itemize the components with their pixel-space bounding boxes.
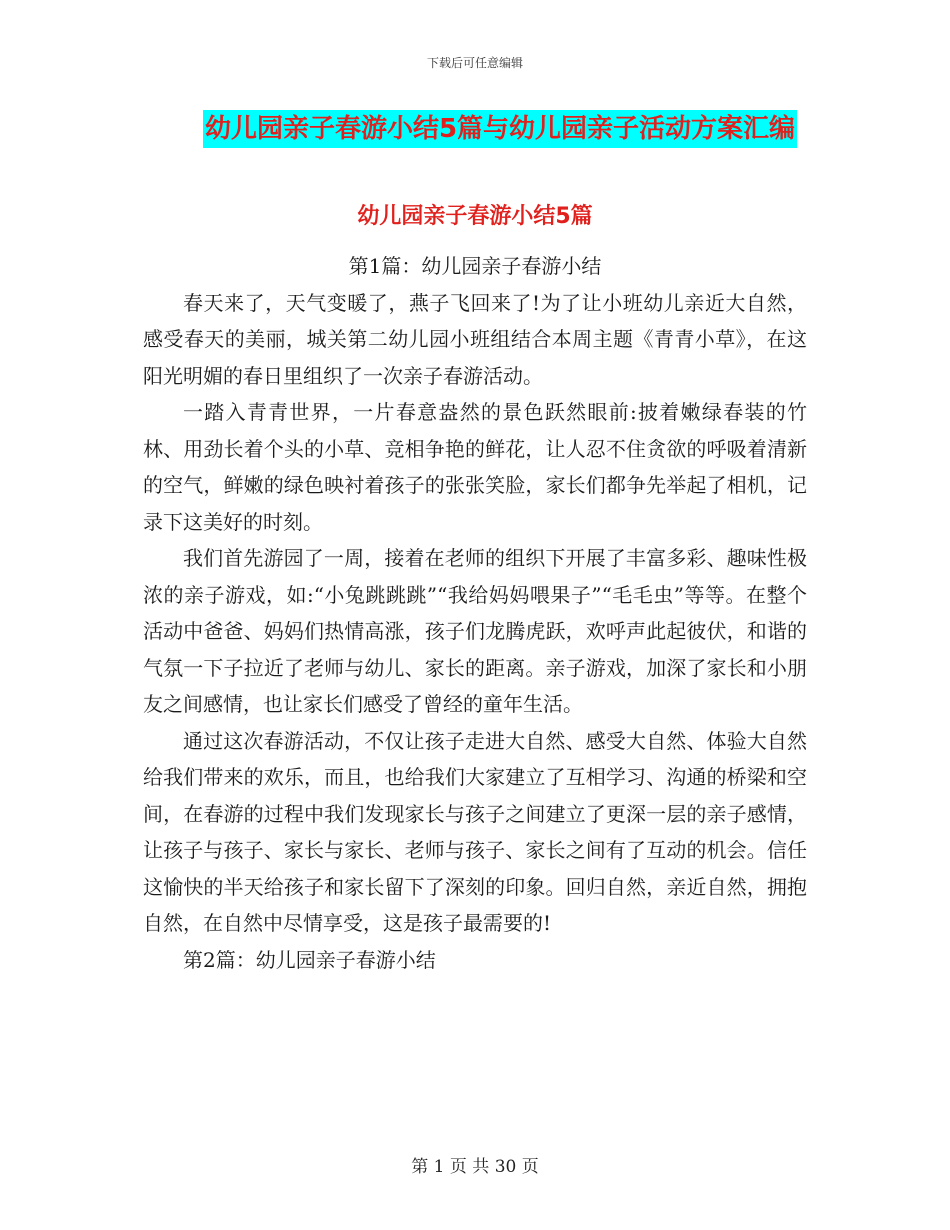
article-paragraph: 一踏入青青世界，一片春意盎然的景色跃然眼前:披着嫩绿春装的竹林、用劲长着个头的小草、竞相争艳的鲜花，让人忍不住贪欲的呼吸着清新的空气，鲜嫩的绿色映衬着孩子的张张笑脸，家长们都争先举起了相机，记录下这美好的时刻。 xyxy=(143,400,807,534)
article-2-heading: 第2篇：幼儿园亲子春游小结 xyxy=(183,947,436,972)
section-title: 幼儿园亲子春游小结5篇 xyxy=(357,204,593,229)
article-1-heading: 第1篇：幼儿园亲子春游小结 xyxy=(348,254,602,278)
document-main-title: 幼儿园亲子春游小结5篇与幼儿园亲子活动方案汇编 xyxy=(203,110,797,148)
article-body xyxy=(143,248,807,978)
article-paragraph: 春天来了，天气变暖了，燕子飞回来了!为了让小班幼儿亲近大自然，感受春天的美丽，城关第二幼儿园小班组结合本周主题《青青小草》，在这阳光明媚的春日里组织了一次亲子春游活动。 xyxy=(143,290,807,388)
article-paragraph: 我们首先游园了一周，接着在老师的组织下开展了丰富多彩、趣味性极浓的亲子游戏，如:“小兔跳跳跳”“我给妈妈喂果子”“毛毛虫”等等。在整个活动中爸爸、妈妈们热情高涨，孩子们龙腾虎跃，欢呼声此起彼伏，和谐的气氛一下子拉近了老师与幼儿、家长的距离。亲子游戏，加深了家长和小朋友之间感情，也让家长们感受了曾经的童年生活。 xyxy=(143,546,807,716)
article-paragraph: 通过这次春游活动，不仅让孩子走进大自然、感受大自然、体验大自然给我们带来的欢乐，而且，也给我们大家建立了互相学习、沟通的桥梁和空间，在春游的过程中我们发现家长与孩子之间建立了更深一层的亲子感情，让孩子与孩子、家长与家长、老师与孩子、家长之间有了互动的机会。信任这愉快的半天给孩子和家长留下了深刻的印象。回归自然，亲近自然，拥抱自然，在自然中尽情享受，这是孩子最需要的! xyxy=(143,728,807,935)
page-number-footer: 第 1 页 共 30 页 xyxy=(411,1157,539,1177)
main-title-container xyxy=(0,110,950,148)
page-header-note: 下载后可任意编辑 xyxy=(426,56,523,70)
